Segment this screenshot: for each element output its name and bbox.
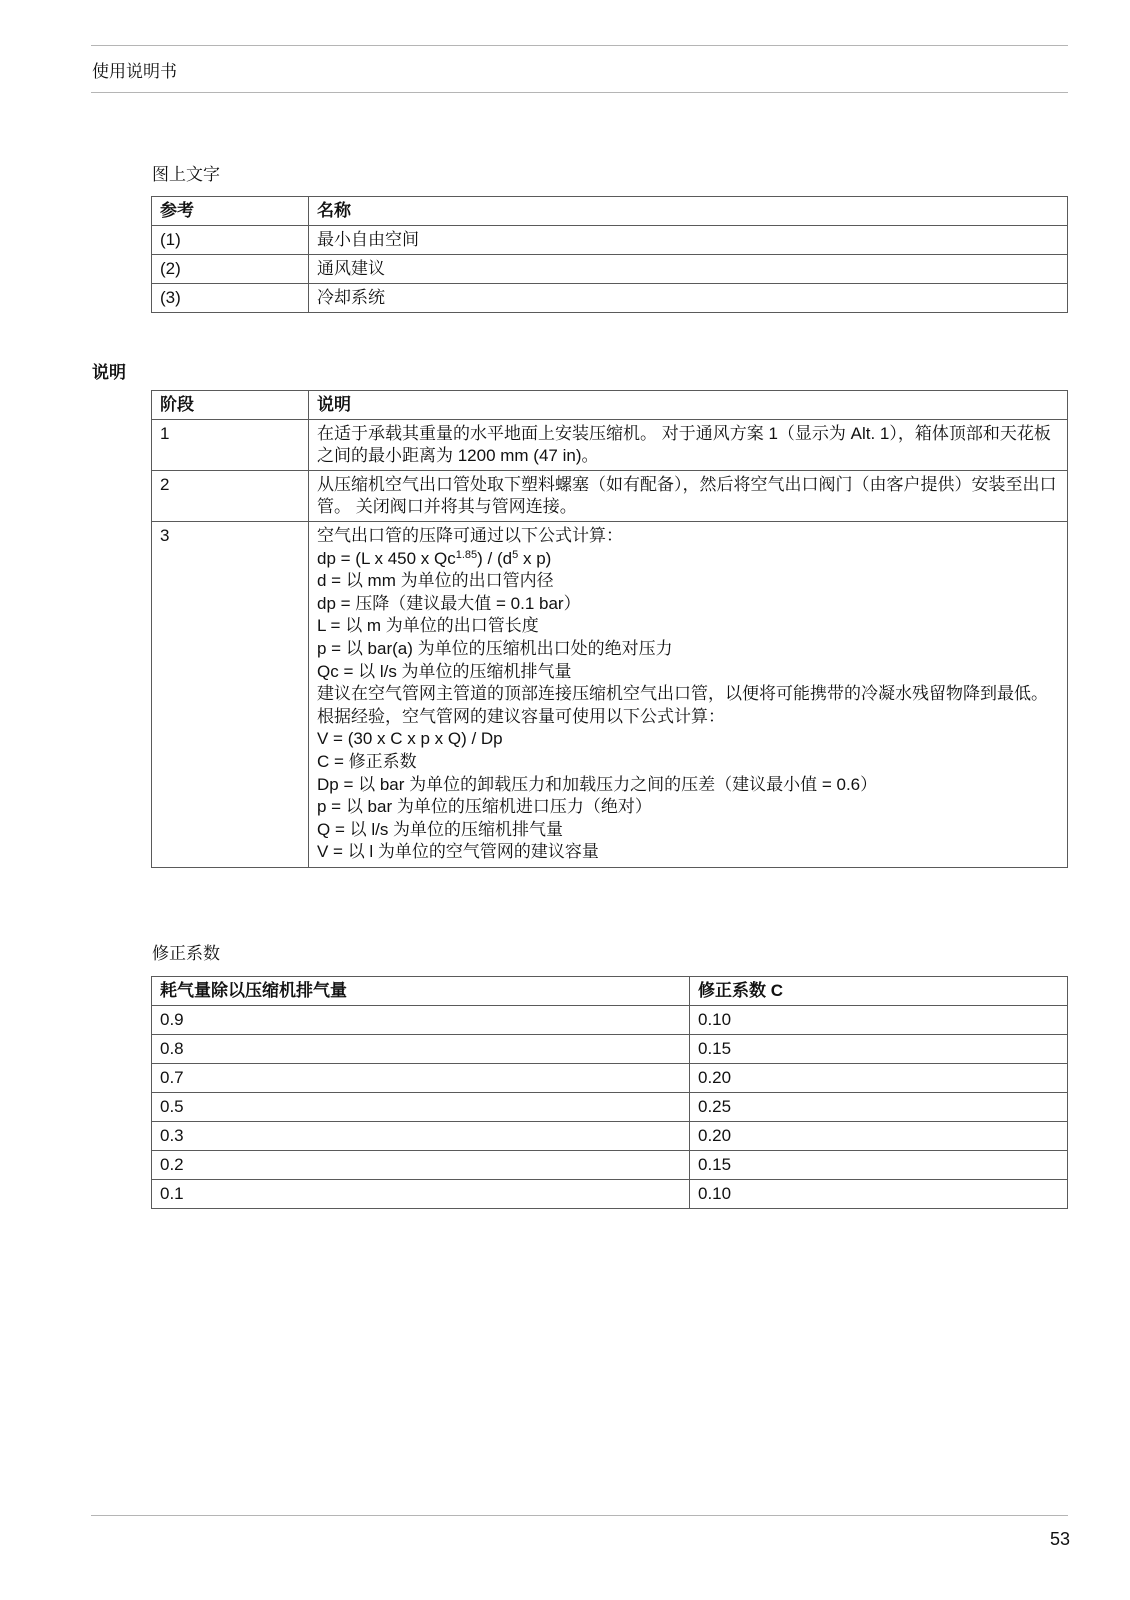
factor-cell: 0.25: [690, 1093, 1068, 1122]
text-line: p = 以 bar 为单位的压缩机进口压力（绝对）: [317, 797, 652, 817]
table-row: [152, 1180, 1068, 1209]
table-header-row: [152, 977, 1068, 1006]
text-line: d = 以 mm 为单位的出口管内径: [317, 571, 554, 591]
text-line: C = 修正系数: [317, 751, 417, 771]
header-rule-top: [91, 45, 1068, 46]
column-header-description: 说明: [309, 391, 1068, 420]
ratio-cell: 0.1: [152, 1180, 690, 1209]
formula-exponent: 5: [512, 548, 519, 561]
text-line: Dp = 以 bar 为单位的卸载压力和加载压力之间的压差（建议最小值 = 0.6）: [317, 774, 878, 794]
text-line: p = 以 bar(a) 为单位的压缩机出口处的绝对压力: [317, 638, 673, 658]
column-header-stage: 阶段: [152, 391, 309, 420]
name-cell: 通风建议: [309, 255, 1068, 284]
table-header-row: [152, 197, 1068, 226]
formula-part: ) / (d: [477, 548, 513, 568]
description-cell: [309, 522, 1068, 868]
stage-cell: 2: [152, 471, 309, 522]
pressure-drop-formula: [317, 548, 1059, 571]
factor-cell: 0.10: [690, 1180, 1068, 1209]
ratio-cell: 0.3: [152, 1122, 690, 1151]
text-line: 根据经验，空气管网的建议容量可使用以下公式计算：: [317, 706, 725, 726]
table-row: [152, 1035, 1068, 1064]
ratio-cell: 0.8: [152, 1035, 690, 1064]
table-header-row: [152, 391, 1068, 420]
column-header-name: 名称: [309, 197, 1068, 226]
text-line: Qc = 以 l/s 为单位的压缩机排气量: [317, 661, 572, 681]
column-header-consumption-ratio: 耗气量除以压缩机排气量: [152, 977, 690, 1006]
name-cell: 最小自由空间: [309, 226, 1068, 255]
reference-cell: (2): [152, 255, 309, 284]
description-cell: 在适于承载其重量的水平地面上安装压缩机。 对于通风方案 1（显示为 Alt. 1），箱体顶部和天花板之间的最小距离为 1200 mm (47 in)。: [309, 420, 1068, 471]
description-table: [151, 390, 1068, 868]
formula-part: x p): [518, 548, 552, 568]
table-row: [152, 522, 1068, 868]
text-line: V = 以 l 为单位的空气管网的建议容量: [317, 842, 599, 862]
table-row: [152, 1093, 1068, 1122]
text-line: 建议在空气管网主管道的顶部连接压缩机空气出口管，以便将可能携带的冷凝水残留物降到最低。: [317, 684, 1048, 704]
text-line: Q = 以 l/s 为单位的压缩机排气量: [317, 819, 564, 839]
table-row: [152, 255, 1068, 284]
description-cell: 从压缩机空气出口管处取下塑料螺塞（如有配备），然后将空气出口阀门（由客户提供）安装至出口管。 关闭阀口并将其与管网连接。: [309, 471, 1068, 522]
header-rule-bottom: [91, 92, 1068, 93]
reference-cell: (1): [152, 226, 309, 255]
table-row: [152, 420, 1068, 471]
legend-table-caption: 图上文字: [152, 165, 220, 184]
table-row: [152, 284, 1068, 313]
text-line: 空气出口管的压降可通过以下公式计算：: [317, 526, 623, 545]
formula-part: dp = (L x 450 x Qc: [317, 548, 456, 568]
table-row: [152, 226, 1068, 255]
text-line: dp = 压降（建议最大值 = 0.1 bar）: [317, 593, 581, 613]
ratio-cell: 0.7: [152, 1064, 690, 1093]
ratio-cell: 0.5: [152, 1093, 690, 1122]
page-number: 53: [1049, 1529, 1070, 1549]
footer-rule: [91, 1515, 1068, 1516]
stage-cell: 1: [152, 420, 309, 471]
correction-table-caption: 修正系数: [152, 944, 220, 963]
table-row: [152, 1151, 1068, 1180]
legend-table: [151, 196, 1068, 313]
formula-exponent: 1.85: [455, 548, 478, 561]
table-row: [152, 1064, 1068, 1093]
document-header-title: 使用说明书: [92, 62, 177, 81]
correction-factor-table: [151, 976, 1068, 1209]
table-row: [152, 1006, 1068, 1035]
text-line: V = (30 x C x p x Q) / Dp: [317, 729, 503, 749]
ratio-cell: 0.9: [152, 1006, 690, 1035]
reference-cell: (3): [152, 284, 309, 313]
column-header-correction-factor: 修正系数 C: [690, 977, 1068, 1006]
table-row: [152, 1122, 1068, 1151]
table-row: [152, 471, 1068, 522]
ratio-cell: 0.2: [152, 1151, 690, 1180]
section-title: 说明: [92, 363, 126, 382]
factor-cell: 0.20: [690, 1122, 1068, 1151]
factor-cell: 0.15: [690, 1035, 1068, 1064]
name-cell: 冷却系统: [309, 284, 1068, 313]
text-line: L = 以 m 为单位的出口管长度: [317, 616, 539, 636]
factor-cell: 0.10: [690, 1006, 1068, 1035]
stage-cell: 3: [152, 522, 309, 868]
factor-cell: 0.15: [690, 1151, 1068, 1180]
column-header-reference: 参考: [152, 197, 309, 226]
factor-cell: 0.20: [690, 1064, 1068, 1093]
